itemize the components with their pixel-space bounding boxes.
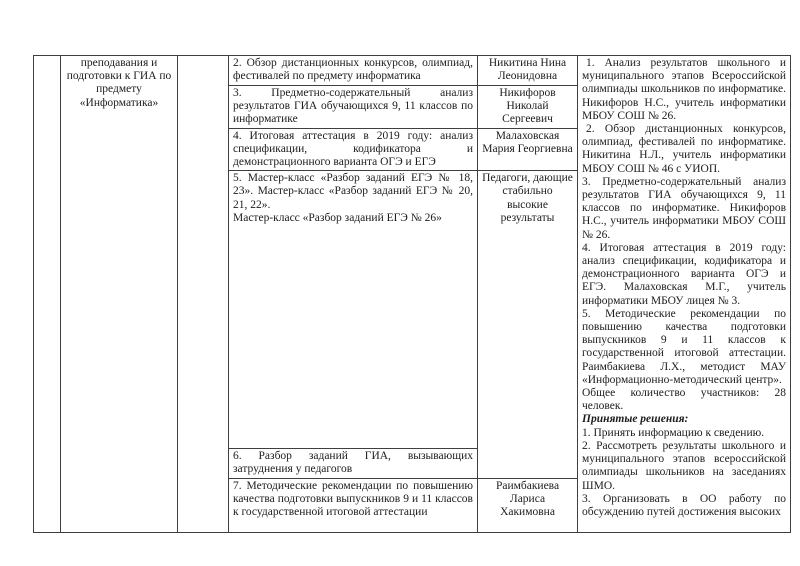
protocol-table (33, 55, 791, 533)
cell-agenda-item-3 (229, 86, 478, 129)
cell-agenda-item-5 (229, 171, 478, 449)
cell-empty-left (34, 56, 61, 533)
agenda-item-5-text-1: 5. Мастер-класс «Разбор заданий ЕГЭ № 18, 23». Мастер-класс «Разбор заданий ЕГЭ № 20, 21, 22». (233, 172, 473, 211)
decision-2: 2. Рассмотреть результаты школьного и муниципального этапов всероссийской олимпиады школьников на заседаниях ШМО. (582, 439, 786, 492)
cell-speaker-malahovskaya (478, 128, 578, 171)
cell-speaker-pedagogi (478, 171, 578, 478)
cell-agenda-item-7 (229, 478, 478, 533)
analysis-paragraph-1: 1. Анализ результатов школьного и муниципального этапов Всероссийской олимпиады школьников по информатике. Никифоров Н.С., учитель информатики МБОУ СОШ № 26. (582, 57, 786, 122)
agenda-item-6-text: 6. Разбор заданий ГИА, вызывающих затруднения у педагогов (233, 450, 473, 476)
cell-speaker-raimbakieva (478, 478, 578, 533)
cell-agenda-item-2 (229, 56, 478, 86)
cell-speaker-nikiforov (478, 86, 578, 129)
speaker-nikiforov-text: Никифоров Николай Сергеевич (499, 87, 556, 126)
speaker-malahovskaya-text: Малаховская Мария Георгиевна (482, 129, 573, 155)
cell-agenda-item-4 (229, 128, 478, 171)
agenda-item-5-text-2: Мастер-класс «Разбор заданий ЕГЭ № 26» (233, 211, 442, 224)
agenda-item-4-text: 4. Итоговая аттестация в 2019 году: анализ спецификации, кодификатора и демонстрационного варианта ОГЭ и ЕГЭ (233, 129, 473, 169)
decision-1: 1. Принять информацию к сведению. (582, 426, 765, 439)
agenda-item-3-text: 3. Предметно-содержательный анализ результатов ГИА обучающихся 9, 11 классов по информатике (233, 87, 473, 126)
speaker-pedagogi-text: Педагоги, дающие стабильно высокие результаты (482, 172, 573, 224)
analysis-paragraph-3: 3. Предметно-содержательный анализ результатов ГИА обучающихся 9, 11 классов по информатике. Никифоров Н.С., учитель информатики МБОУ СОШ № 26. (582, 175, 786, 241)
analysis-paragraph-5: 5. Методические рекомендации по повышению качества подготовки выпускников 9 и 11 классов к государственной итоговой аттестации. Раимбакиева Л.Х., методист МАУ «Информационно-методический центр». (582, 307, 786, 386)
analysis-paragraph-2: 2. Обзор дистанционных конкурсов, олимпиад, фестивалей по информатике. Никитина Н.Л., учитель информатики МБОУ СОШ № 46 с УИОП. (582, 123, 786, 175)
agenda-item-7-text: 7. Методические рекомендации по повышению качества подготовки выпускников 9 и 11 классов к государственной итоговой аттестации (233, 479, 473, 518)
decision-3: 3. Организовать в ОО работу по обсуждению путей достижения высоких (582, 492, 786, 518)
cell-speaker-nikitina (478, 56, 578, 86)
speaker-nikitina-text: Никитина Нина Леонидовна (488, 57, 567, 83)
decisions-heading: Принятые решения: (582, 413, 689, 426)
cell-agenda-item-6 (229, 449, 478, 478)
cell-empty-middle (178, 56, 229, 533)
cell-topic (61, 56, 178, 533)
speaker-raimbakieva-text: Раимбакиева Лариса Хакимовна (495, 479, 560, 518)
agenda-item-2-text: 2. Обзор дистанционных конкурсов, олимпиад, фестивалей по предмету информатика (233, 57, 473, 83)
analysis-participants-count: Общее количество участников: 28 человек. (582, 387, 786, 413)
cell-analysis (578, 56, 791, 533)
topic-text: преподавания и подготовки к ГИА по предмету «Информатика» (66, 57, 172, 109)
analysis-paragraph-4: 4. Итоговая аттестация в 2019 году: анализ спецификации, кодификатора и демонстрационного варианта ОГЭ и ЕГЭ. Малаховская М.Г., учитель информатики МБОУ лицея № 3. (582, 241, 786, 307)
